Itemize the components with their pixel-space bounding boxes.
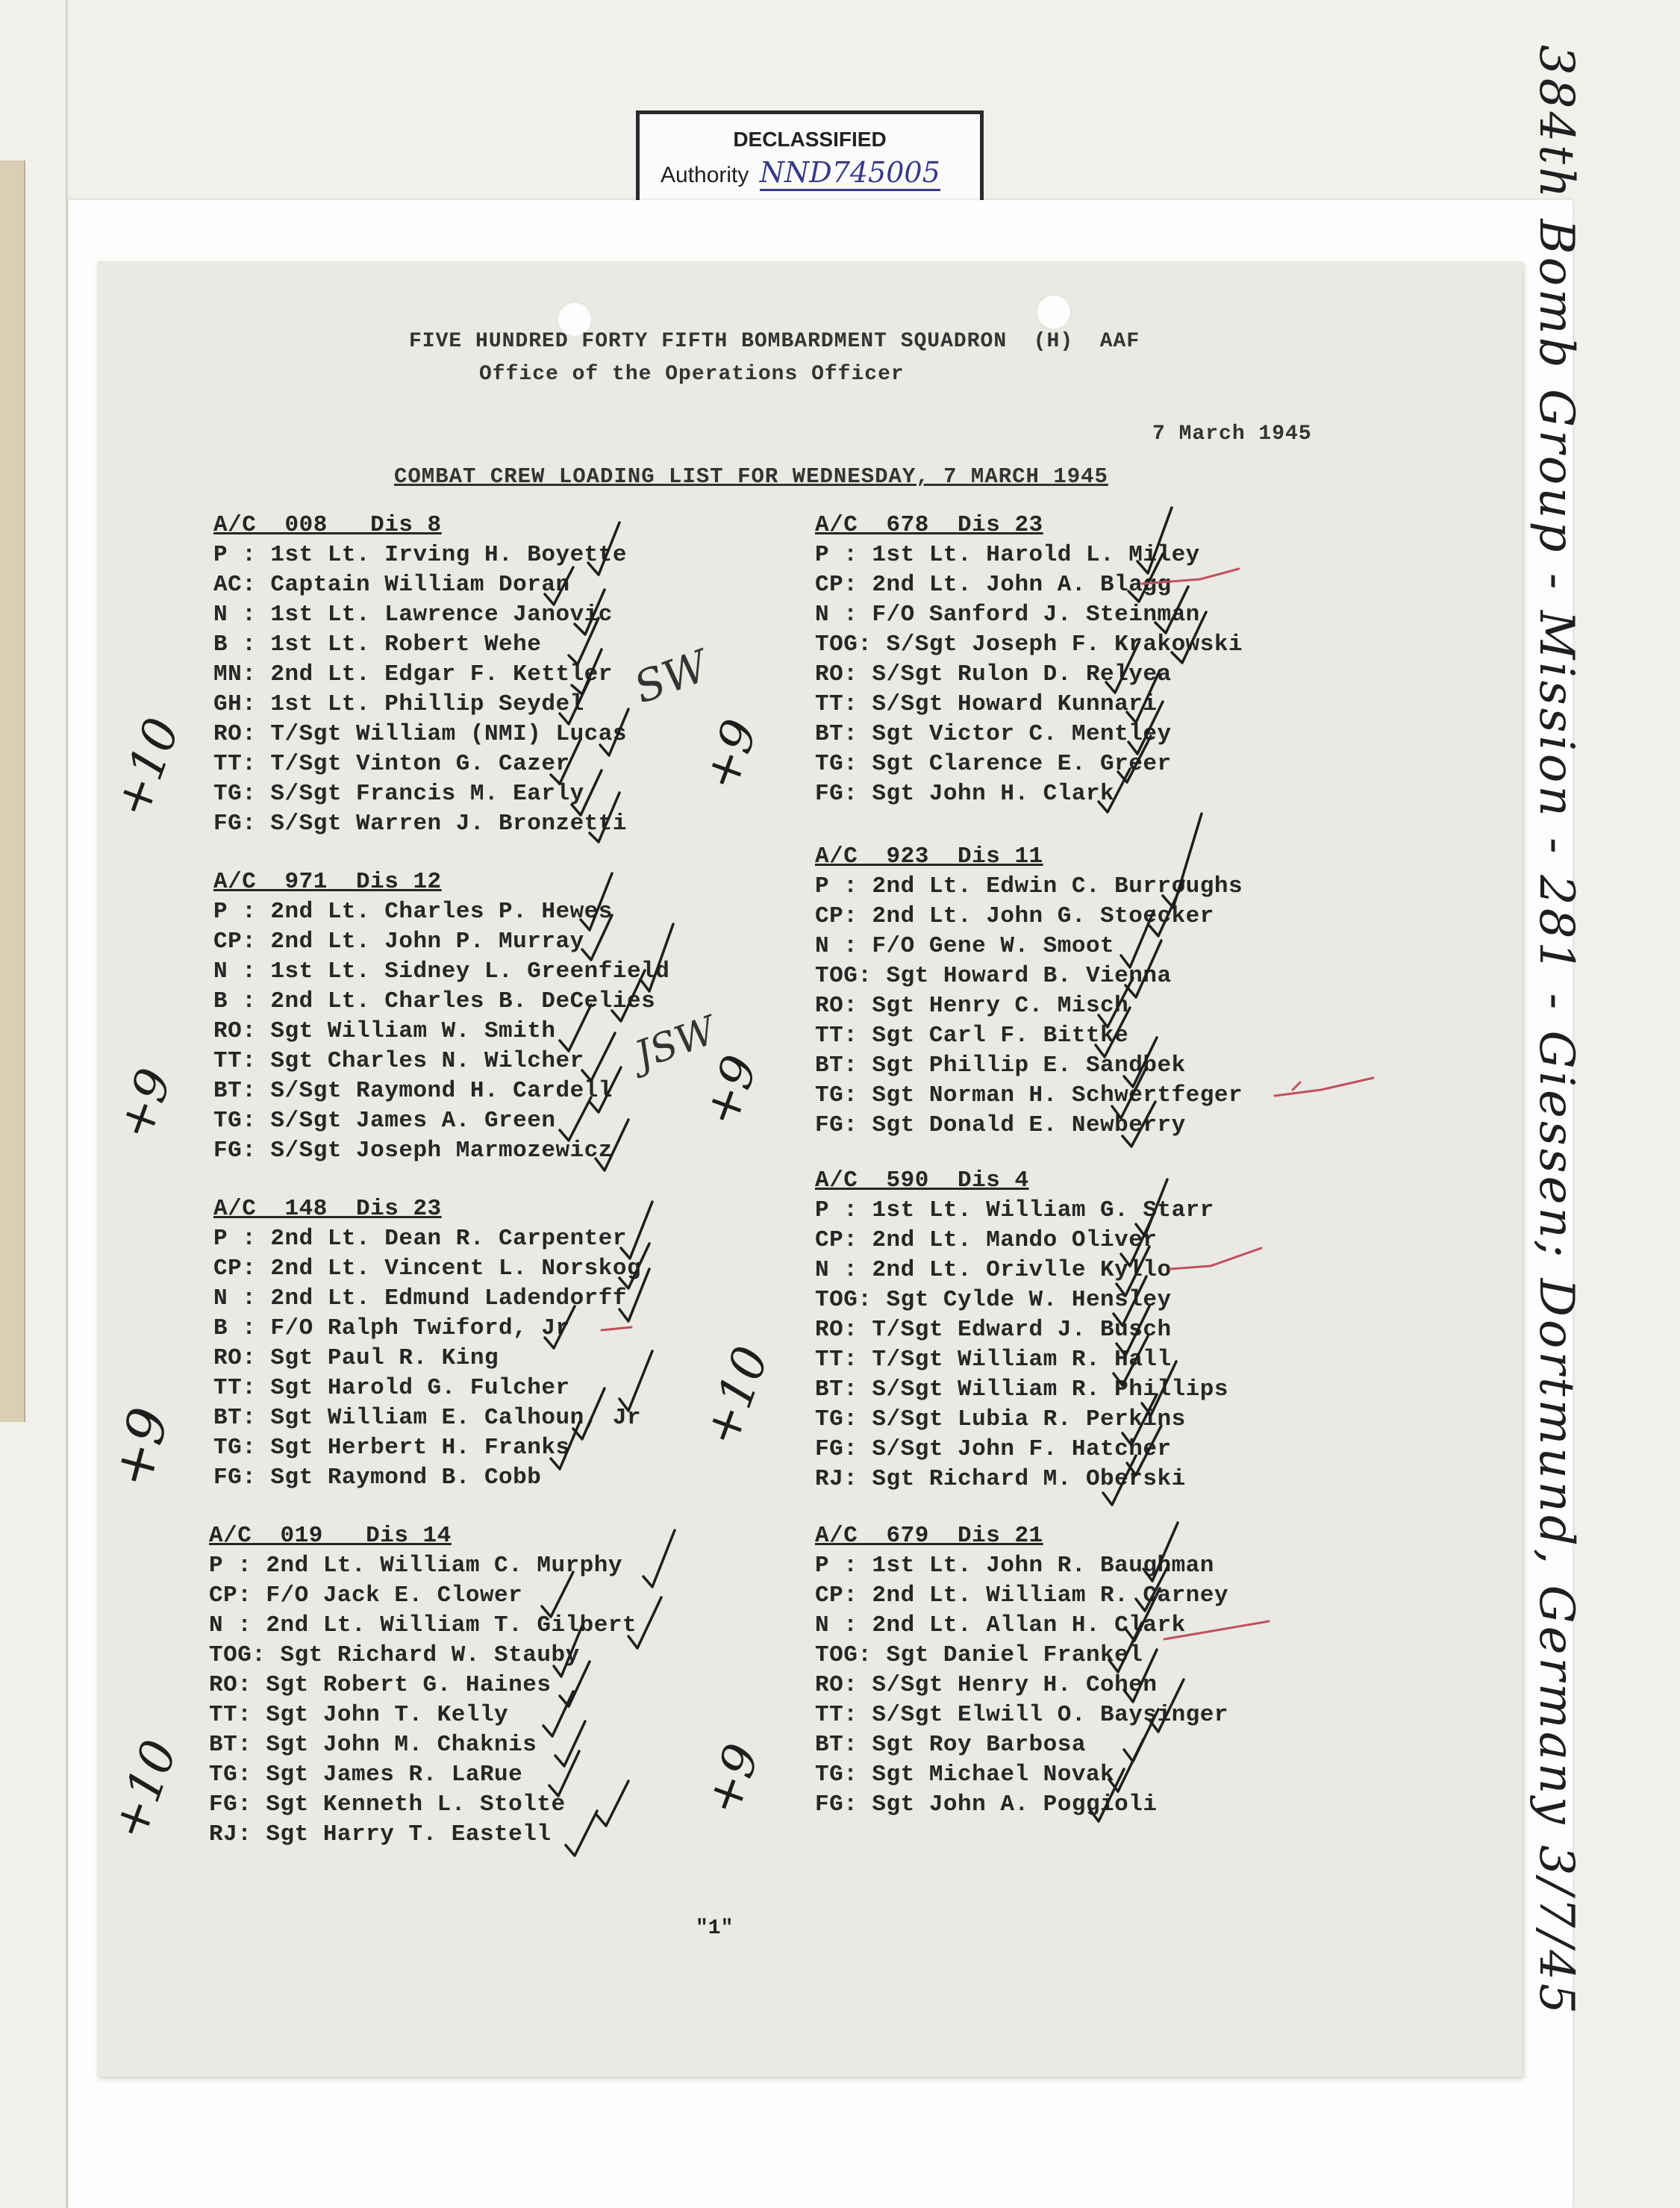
crew-member: BT: S/Sgt William R. Phillips: [815, 1376, 1228, 1403]
red-pencil-mark: [1142, 569, 1239, 584]
tally-mark: +9: [100, 1401, 181, 1494]
crew-member: TG: Sgt Norman H. Schwertfeger: [815, 1082, 1243, 1108]
list-title: COMBAT CREW LOADING LIST FOR WEDNESDAY, 7 MARCH 1945: [394, 464, 1108, 489]
check-mark: [582, 915, 612, 960]
crew-member: BT: Sgt Victor C. Mentley: [815, 721, 1172, 747]
check-mark: [1099, 978, 1133, 1027]
crew-member: RO: S/Sgt Rulon D. Relyea: [815, 661, 1172, 687]
initials: JSW: [629, 1008, 722, 1079]
check-mark: [545, 1306, 575, 1348]
crew-member: TT: Sgt Carl F. Bittke: [815, 1023, 1129, 1049]
check-mark: [543, 1691, 573, 1736]
crew-member: TG: S/Sgt Francis M. Early: [213, 781, 584, 807]
crew-member: B : 2nd Lt. Charles B. DeCelies: [213, 988, 656, 1014]
check-mark: [582, 1033, 615, 1081]
check-mark: [569, 618, 599, 664]
check-mark: [619, 1351, 652, 1411]
crew-member: RJ: Sgt Richard M. Oberski: [815, 1466, 1186, 1492]
crew-member: TT: T/Sgt William R. Hall: [815, 1347, 1172, 1373]
crew-member: TOG: S/Sgt Joseph F. Krakowski: [815, 631, 1243, 658]
check-mark: [545, 567, 573, 605]
document-page: [97, 261, 1523, 2077]
page-number: "1": [696, 1917, 734, 1940]
red-pencil-mark: [1293, 1082, 1300, 1090]
crew-member: BT: Sgt William E. Calhoun, Jr: [213, 1405, 642, 1431]
check-mark: [600, 709, 628, 755]
crew-member: CP: 2nd Lt. Mando Oliver: [815, 1227, 1158, 1253]
crew-member: BT: Sgt Phillip E. Sandbek: [815, 1052, 1186, 1079]
crew-member: P : 1st Lt. Irving H. Boyette: [213, 542, 627, 568]
crew-member: CP: 2nd Lt. John P. Murray: [213, 929, 584, 955]
crew-member: BT: Sgt Roy Barbosa: [815, 1732, 1086, 1758]
crew-member: TT: S/Sgt Elwill O. Baysinger: [815, 1702, 1228, 1728]
crew-member: FG: Sgt Donald E. Newberry: [815, 1112, 1186, 1138]
check-mark: [1112, 1067, 1146, 1118]
red-pencil-mark: [1170, 1248, 1261, 1269]
crew-member: TOG: Sgt Cylde W. Hensley: [815, 1287, 1172, 1313]
handwritten-side-note: 384th Bomb Group - Mission - 281 - Giessen; Dortmund, Germany 3/7/45: [1528, 45, 1584, 2017]
tally-mark: +9: [107, 1061, 184, 1147]
crew-member: TOG: Sgt Daniel Frankel: [815, 1642, 1143, 1668]
margin-tallies: [100, 639, 780, 1847]
crew-member: TG: Sgt James R. LaRue: [209, 1762, 523, 1788]
check-mark: [643, 1530, 675, 1587]
crew-member: CP: 2nd Lt. John G. Stoecker: [815, 903, 1214, 929]
check-mark: [640, 924, 673, 991]
check-mark: [1099, 769, 1130, 812]
tally-mark: +10: [102, 1733, 189, 1847]
crew-member: P : 1st Lt. William G. Starr: [815, 1197, 1214, 1223]
crew-member: TT: T/Sgt Vinton G. Cazer: [213, 751, 570, 777]
check-mark: [1090, 1769, 1124, 1821]
crew-member: P : 2nd Lt. Edwin C. Burroughs: [815, 873, 1243, 899]
crew-member: BT: Sgt John M. Chaknis: [209, 1732, 537, 1758]
check-mark: [572, 770, 602, 815]
tally-mark: +9: [695, 1737, 772, 1823]
adjacent-folder-edge: [0, 160, 25, 1422]
check-mark: [1155, 587, 1188, 633]
check-mark: [1124, 1650, 1157, 1702]
declassified-stamp: [636, 110, 984, 205]
check-mark: [1121, 911, 1154, 967]
aircraft-heading: A/C 679 Dis 21: [815, 1523, 1043, 1549]
check-mark: [1125, 1588, 1160, 1641]
crew-member: N : 2nd Lt. Orivlle Kyllo: [815, 1257, 1172, 1283]
red-pencil-mark: [1275, 1078, 1373, 1096]
check-mark: [1109, 1739, 1143, 1791]
crew-member: P : 1st Lt. John R. Baughman: [815, 1553, 1214, 1579]
check-mark: [581, 873, 612, 930]
crew-member: P : 2nd Lt. Dean R. Carpenter: [213, 1226, 627, 1252]
crew-member: RO: Sgt Robert G. Haines: [209, 1672, 552, 1698]
check-mark: [1149, 1680, 1184, 1732]
check-mark: [1118, 736, 1151, 782]
crew-member: FG: Sgt Raymond B. Cobb: [213, 1465, 542, 1491]
stamp-authority-label: Authority: [661, 163, 749, 187]
tally-mark: +10: [693, 1339, 781, 1453]
stamp-title: DECLASSIFIED: [733, 128, 887, 151]
check-mark: [1125, 941, 1161, 997]
crew-member: FG: S/Sgt Warren J. Bronzetti: [213, 811, 627, 837]
crew-member: MN: 2nd Lt. Edgar F. Kettler: [213, 661, 613, 687]
check-mark: [1121, 1214, 1154, 1266]
check-mark: [554, 1626, 582, 1677]
check-mark: [1106, 642, 1139, 693]
crew-member: TG: Sgt Clarence E. Greer: [815, 751, 1172, 777]
check-mark: [628, 1597, 661, 1648]
crew-member: TOG: Sgt Richard W. Stauby: [209, 1642, 580, 1668]
check-mark: [549, 1751, 579, 1796]
check-mark: [597, 1781, 628, 1826]
check-mark: [560, 1005, 591, 1051]
crew-member: FG: S/Sgt Joseph Marmozewicz: [213, 1138, 613, 1164]
office-title: Office of the Operations Officer: [479, 363, 905, 386]
check-mark: [1117, 1306, 1149, 1356]
aircraft-heading: A/C 008 Dis 8: [213, 512, 442, 538]
crew-member: RO: T/Sgt William (NMI) Lucas: [213, 721, 627, 747]
initials: SW: [627, 640, 715, 714]
check-mark: [1136, 1179, 1167, 1236]
crew-member: BT: S/Sgt Raymond H. Cardell: [213, 1078, 613, 1104]
crew-member: TG: Sgt Michael Novak: [815, 1762, 1115, 1788]
crew-member: TT: Sgt Harold G. Fulcher: [213, 1375, 570, 1401]
aircraft-heading: A/C 971 Dis 12: [213, 869, 442, 895]
check-mark: [612, 970, 645, 1021]
crew-member: TT: Sgt Charles N. Wilcher: [213, 1048, 584, 1074]
crew-member: AC: Captain William Doran: [213, 572, 570, 598]
tally-mark: +9: [693, 712, 769, 798]
crew-member: FG: S/Sgt John F. Hatcher: [815, 1436, 1172, 1462]
tally-mark: +9: [693, 1048, 769, 1134]
red-pencil-mark: [1164, 1621, 1269, 1639]
crew-member: N : 1st Lt. Lawrence Janovic: [213, 602, 613, 628]
check-mark: [560, 679, 590, 724]
check-mark: [596, 1120, 628, 1170]
crew-member: CP: 2nd Lt. John A. Blagg: [815, 572, 1172, 598]
check-mark: [1163, 814, 1202, 908]
check-mark: [1122, 1394, 1157, 1445]
aircraft-heading: A/C 678 Dis 23: [815, 512, 1043, 538]
crew-member: N : 2nd Lt. William T. Gilbert: [209, 1612, 637, 1638]
check-mark: [1143, 1523, 1178, 1581]
check-mark: [1149, 881, 1184, 936]
squadron-title: FIVE HUNDRED FORTY FIFTH BOMBARDMENT SQUADRON (H) AAF: [409, 330, 1140, 353]
aircraft-heading: A/C 590 Dis 4: [815, 1167, 1029, 1194]
check-mark: [551, 1420, 581, 1469]
check-mark: [551, 739, 581, 784]
crew-member: P : 1st Lt. Harold L. Miley: [815, 542, 1200, 568]
check-mark: [1128, 554, 1163, 602]
crew-member: TOG: Sgt Howard B. Vienna: [815, 963, 1172, 989]
crew-member: FG: Sgt John A. Poggioli: [815, 1791, 1158, 1818]
crew-member: RO: Sgt William W. Smith: [213, 1018, 556, 1044]
document-date: 7 March 1945: [1152, 422, 1312, 446]
check-mark: [1137, 508, 1172, 573]
crew-member: RO: Sgt Henry C. Misch: [815, 993, 1129, 1019]
check-mark: [1124, 1709, 1158, 1762]
check-mark: [573, 1388, 605, 1439]
crew-member: RO: T/Sgt Edward J. Busch: [815, 1317, 1172, 1343]
crew-member: B : F/O Ralph Twiford, Jr: [213, 1315, 570, 1341]
crew-member: N : F/O Gene W. Smoot: [815, 933, 1115, 959]
handwritten-annotations: [97, 261, 1523, 2077]
aircraft-heading: A/C 923 Dis 11: [815, 843, 1043, 870]
crew-member: RO: S/Sgt Henry H. Cohen: [815, 1672, 1158, 1698]
crew-member: P : 2nd Lt. William C. Murphy: [209, 1553, 622, 1579]
crew-member: RJ: Sgt Harry T. Eastell: [209, 1821, 552, 1847]
check-mark: [1127, 670, 1160, 723]
crew-member: RO: Sgt Paul R. King: [213, 1345, 499, 1371]
aircraft-heading: A/C 019 Dis 14: [209, 1523, 452, 1549]
crew-member: FG: Sgt John H. Clark: [815, 781, 1115, 807]
check-mark: [566, 1811, 597, 1856]
crew-member: FG: Sgt Kenneth L. Stolte: [209, 1791, 566, 1818]
stamp-authority: [661, 156, 940, 189]
check-mark: [575, 590, 605, 634]
crew-member: TG: S/Sgt James A. Green: [213, 1108, 556, 1134]
check-mark: [1122, 1102, 1155, 1147]
check-mark: [1172, 612, 1206, 663]
crew-member: TG: Sgt Herbert H. Franks: [213, 1435, 570, 1461]
crew-member: CP: 2nd Lt. William R. Carney: [815, 1582, 1228, 1609]
check-mark: [1127, 1426, 1161, 1475]
stamp-authority-number: NND745005: [760, 156, 940, 191]
binder-edge: [66, 0, 68, 2208]
check-mark: [588, 523, 619, 575]
check-mark: [560, 1097, 591, 1141]
check-mark: [1103, 1456, 1136, 1505]
red-pencil-mark: [602, 1327, 631, 1330]
crew-member: CP: 2nd Lt. Vincent L. Norskog: [213, 1256, 642, 1282]
crew-member: N : 2nd Lt. Edmund Ladendorff: [213, 1285, 627, 1312]
crew-member: N : 1st Lt. Sidney L. Greenfield: [213, 958, 670, 985]
tally-mark: +10: [104, 711, 191, 825]
check-mark: [542, 1572, 573, 1617]
check-mark: [555, 1721, 585, 1766]
crew-member: B : 1st Lt. Robert Wehe: [213, 631, 542, 658]
crew-member: N : F/O Sanford J. Steinman: [815, 602, 1200, 628]
crew-member: P : 2nd Lt. Charles P. Hewes: [213, 899, 613, 925]
crew-member: TT: S/Sgt Howard Kunnari: [815, 691, 1158, 717]
check-mark: [1142, 1362, 1176, 1415]
check-mark: [590, 793, 619, 842]
crew-member: N : 2nd Lt. Allan H. Clark: [815, 1612, 1186, 1638]
crew-member: GH: 1st Lt. Phillip Seydel: [213, 691, 584, 717]
crew-member: TT: Sgt John T. Kelly: [209, 1702, 509, 1728]
crew-member: CP: F/O Jack E. Clower: [209, 1582, 523, 1609]
aircraft-heading: A/C 148 Dis 23: [213, 1196, 442, 1222]
crew-member: TG: S/Sgt Lubia R. Perkins: [815, 1406, 1186, 1432]
